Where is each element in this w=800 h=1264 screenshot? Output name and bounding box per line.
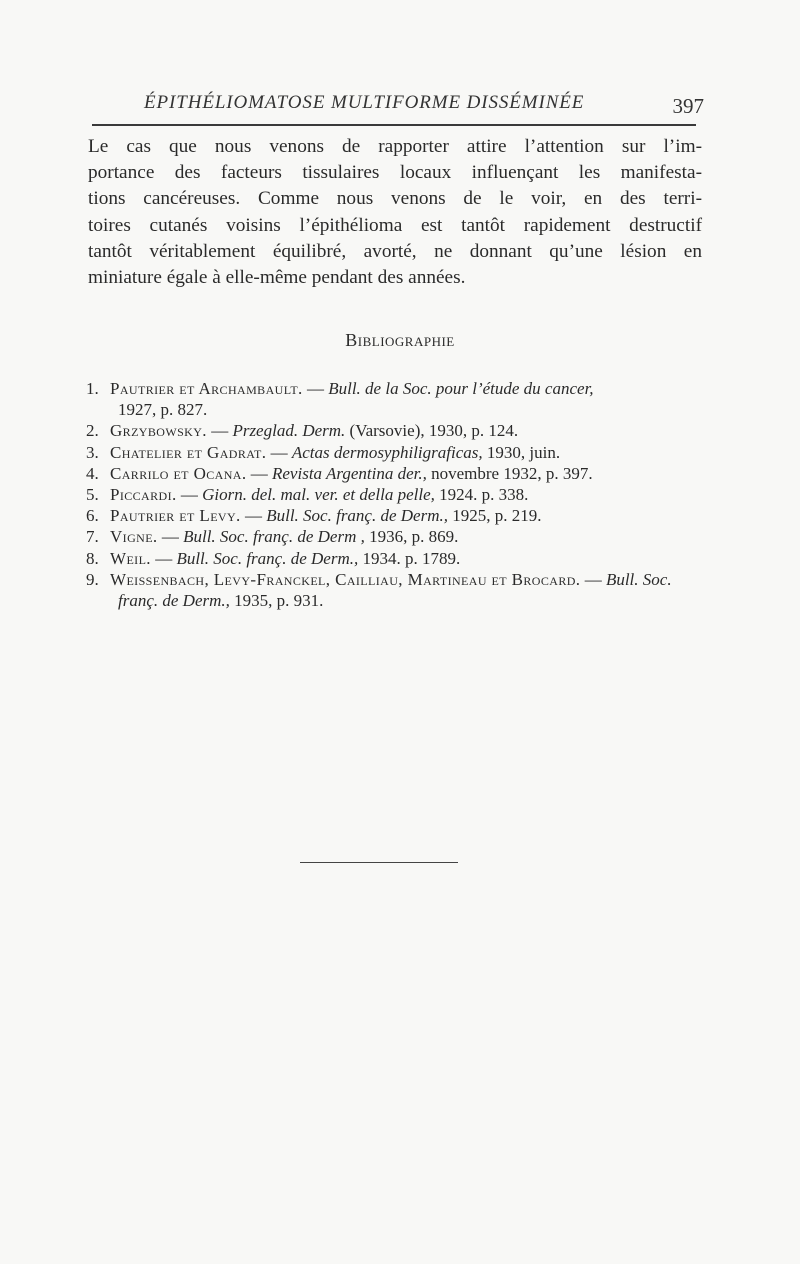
- bibliography-entry: [86, 420, 706, 441]
- entry-number: 8.: [86, 548, 99, 568]
- bibliography-list: [86, 378, 706, 611]
- entry-details: 1930, juin.: [482, 442, 561, 462]
- entry-journal: Actas dermosyphiligraficas,: [291, 442, 483, 462]
- entry-number: 4.: [86, 463, 99, 483]
- bibliography-heading: Bibliographie: [345, 330, 455, 350]
- entry-journal: Bull. Soc. franç. de Derm.,: [266, 506, 448, 526]
- page-number: 397: [672, 94, 704, 118]
- entry-details: (Varsovie), 1930, p. 124.: [345, 421, 519, 441]
- entry-details: 1935, p. 931.: [229, 591, 324, 611]
- bibliography-entry: [86, 526, 706, 547]
- bibliography-entry: [86, 484, 706, 505]
- entry-details: novembre 1932, p. 397.: [426, 463, 593, 483]
- entry-authors: Piccardi.: [110, 485, 177, 505]
- closing-rule: [300, 862, 458, 863]
- body-paragraph: [88, 134, 702, 291]
- entry-details: 1934. p. 1789.: [358, 548, 461, 568]
- running-title: ÉPITHÉLIOMATOSE MULTIFORME DISSÉMINÉE: [144, 92, 585, 113]
- entry-dash: —: [580, 569, 606, 589]
- paragraph-line: tantôt véritablement équilibré, avorté, ne donnant qu’une lésion en: [88, 240, 702, 262]
- entry-journal: Bull. Soc. franç. de Derm ,: [183, 527, 365, 547]
- entry-journal: Revista Argentina der.,: [272, 463, 427, 483]
- paragraph-line: portance des facteurs tissulaires locaux influençant les manifesta-: [88, 162, 702, 184]
- entry-authors: Chatelier et Gadrat.: [110, 442, 267, 462]
- paragraph-line: tions cancéreuses. Comme nous venons de le voir, en des terri-: [88, 188, 702, 210]
- entry-number: 9.: [86, 569, 99, 589]
- entry-number: 3.: [86, 442, 99, 462]
- entry-dash: —: [246, 463, 272, 483]
- entry-details: 1936, p. 869.: [364, 527, 459, 547]
- entry-journal: Bull. de la Soc. pour l’étude du cancer,: [328, 379, 594, 398]
- paragraph-line: Le cas que nous venons de rapporter attire l’attention sur l’im-: [88, 136, 702, 157]
- entry-authors: Pautrier et Archambault.: [110, 379, 303, 398]
- paragraph-line: miniature égale à elle-même pendant des années.: [88, 267, 466, 289]
- entry-details: 1924. p. 338.: [434, 485, 529, 505]
- entry-journal: Bull. Soc. franç. de Derm.,: [176, 548, 359, 568]
- bibliography-entry: [86, 378, 706, 420]
- entry-continuation: [110, 590, 706, 611]
- entry-authors: Weil.: [110, 548, 151, 568]
- bibliography-entry: [86, 505, 706, 526]
- entry-authors: Vigne.: [110, 527, 158, 547]
- entry-dash: —: [157, 527, 184, 547]
- bibliography-entry: [86, 548, 706, 569]
- bibliography-entry: [86, 463, 706, 484]
- entry-dash: —: [206, 421, 233, 441]
- entry-journal: Przeglad. Derm.: [232, 421, 346, 441]
- entry-dash: —: [302, 379, 329, 398]
- entry-number: 2.: [86, 421, 99, 441]
- entry-number: 6.: [86, 506, 99, 526]
- entry-dash: —: [150, 548, 177, 568]
- header-rule: [92, 124, 696, 126]
- entry-authors: Pautrier et Levy.: [110, 506, 241, 526]
- entry-journal-continued: franç. de Derm.,: [118, 591, 230, 611]
- entry-dash: —: [176, 485, 203, 505]
- entry-journal: Bull. Soc.: [605, 569, 672, 589]
- running-header: [92, 92, 712, 118]
- entry-continuation: 1927, p. 827.: [118, 400, 208, 420]
- entry-details: 1925, p. 219.: [448, 506, 542, 526]
- entry-authors: Carrilo et Ocana.: [110, 463, 247, 483]
- entry-number: 5.: [86, 485, 99, 505]
- entry-number: 1.: [86, 379, 99, 398]
- entry-authors: Grzybowsky.: [110, 421, 207, 441]
- entry-dash: —: [240, 506, 267, 526]
- entry-dash: —: [266, 442, 292, 462]
- entry-authors: Weissenbach, Levy-Franckel, Cailliau, Martineau et Brocard.: [110, 569, 581, 589]
- bibliography-entry: [86, 569, 706, 611]
- bibliography-entry: [86, 442, 706, 463]
- paragraph-line: toires cutanés voisins l’épithélioma est tantôt rapidement destructif: [88, 214, 702, 236]
- entry-journal: Giorn. del. mal. ver. et della pelle,: [202, 485, 435, 505]
- entry-number: 7.: [86, 527, 99, 547]
